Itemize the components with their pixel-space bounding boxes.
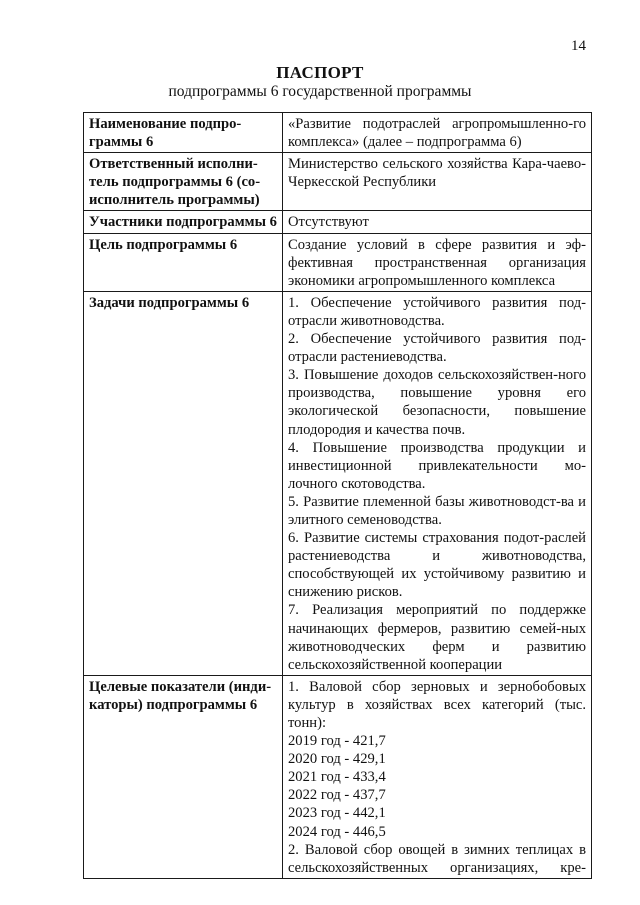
passport-table: [83, 112, 592, 879]
row-label-name: Наименование подпро-граммы 6: [84, 113, 283, 153]
indicator-year-value: 2019 год - 421,7: [288, 733, 386, 750]
table-row-name: [84, 113, 592, 153]
row-label-participants: Участники подпрограммы 6: [84, 211, 283, 233]
document-subtitle: подпрограммы 6 государственной программы: [168, 83, 472, 100]
task-item: 1. Обеспечение устойчивого развития под-отрасли животноводства.: [288, 294, 586, 329]
indicator-year-value: 2023 год - 442,1: [288, 805, 386, 822]
task-item: 4. Повышение производства продукции и инвестиционной привлекательности мо-лочного скотоводства.: [288, 439, 586, 492]
task-item: 7. Реализация мероприятий по поддержке начинающих фермеров, развитию семей-ных животноводческих ферм и развитию сельскохозяйственной кооперации: [288, 602, 586, 673]
row-value-executor: [283, 153, 592, 211]
row-label-executor: Ответственный исполни-тель подпрограммы 6 (со-исполнитель программы): [84, 153, 283, 211]
indicator-year-value: 2020 год - 429,1: [288, 751, 386, 768]
row-label-goal: Цель подпрограммы 6: [84, 233, 283, 291]
value-line: Создание условий в сфере развития и эф-фективная пространственная организация экономики агропромышленного комплекса: [288, 236, 586, 289]
table-row-participants: [84, 211, 592, 233]
task-item: 6. Развитие системы страхования подот-раслей растениеводства и животноводства, способствующей их устойчивому развитию и снижению рисков.: [288, 530, 586, 601]
indicator-item: 1. Валовой сбор зерновых и зернобобовых культур в хозяйствах всех категорий (тыс. тонн):: [288, 678, 586, 731]
task-item: 5. Развитие племенной базы животноводст-ва и элитного семеноводства.: [288, 493, 586, 528]
task-item: 3. Повышение доходов сельскохозяйствен-ного производства, повышение уровня его экологической безопасности, повышение плодородия и качества почв.: [288, 367, 586, 438]
indicator-year-value: 2021 год - 433,4: [288, 769, 386, 786]
task-item: 2. Обеспечение устойчивого развития под-отрасли растениеводства.: [288, 331, 586, 366]
value-line: Министерство сельского хозяйства Кара-чаево-Черкесской Республики: [288, 156, 586, 191]
row-value-goal: [283, 233, 592, 291]
row-value-participants: [283, 211, 592, 233]
table-row-goal: [84, 233, 592, 291]
indicator-year-value: 2022 год - 437,7: [288, 787, 386, 804]
page-number: 14: [571, 38, 586, 54]
table-row-tasks: [84, 291, 592, 675]
document-title: ПАСПОРТ: [276, 63, 364, 82]
value-line: «Развитие подотраслей агропромышленно-го комплекса» (далее – подпрограмма 6): [288, 116, 586, 151]
table-row-executor: [84, 153, 592, 211]
row-label-indicators: Целевые показатели (инди-каторы) подпрограммы 6: [84, 675, 283, 878]
indicator-year-value: 2024 год - 446,5: [288, 823, 386, 840]
row-label-tasks: Задачи подпрограммы 6: [84, 291, 283, 675]
row-value-indicators: [283, 675, 592, 878]
table-row-indicators: [84, 675, 592, 878]
indicator-item: 2. Валовой сбор овощей в зимних теплицах в сельскохозяйственных организациях, кре-: [288, 841, 586, 876]
row-value-tasks: [283, 291, 592, 675]
row-value-name: [283, 113, 592, 153]
value-line: Отсутствуют: [288, 214, 369, 231]
